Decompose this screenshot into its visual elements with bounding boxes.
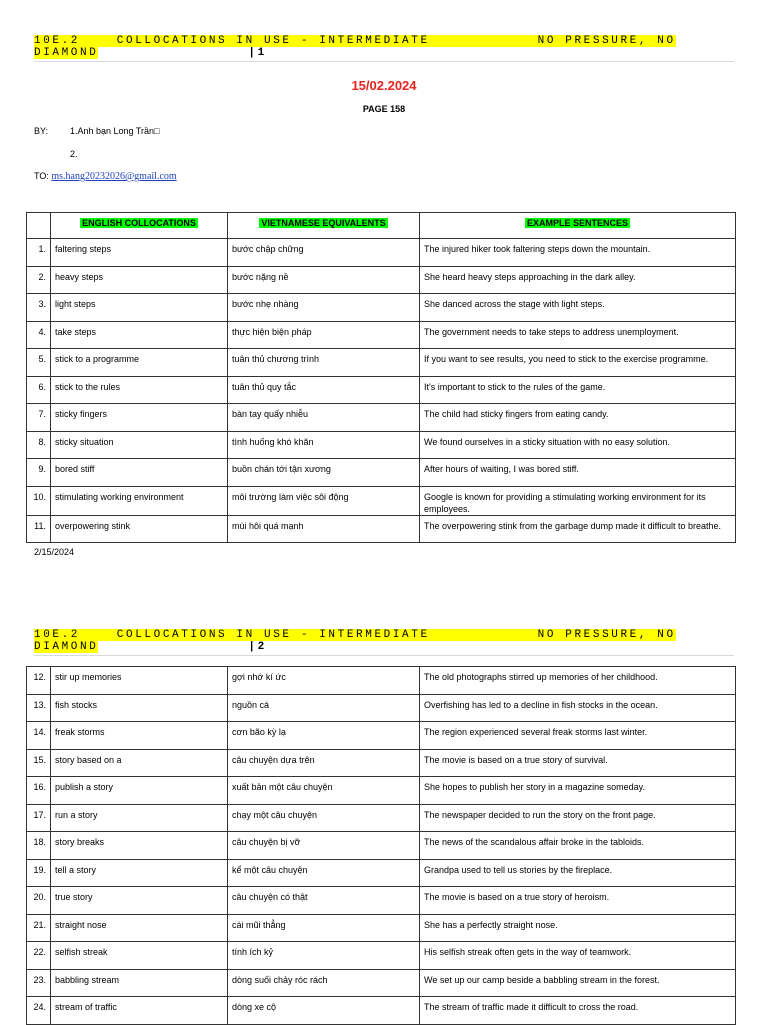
english-collocation: freak storms (51, 722, 228, 750)
table-row (27, 376, 736, 404)
page-label: PAGE 158 (362, 104, 406, 114)
header-motto-line2: DIAMOND (34, 47, 99, 59)
english-collocation: publish a story (51, 777, 228, 805)
english-collocation: story based on a (51, 749, 228, 777)
table-row (27, 722, 736, 750)
collocations-table-page2 (26, 666, 736, 1025)
row-number: 17. (27, 804, 51, 832)
vietnamese-equivalent: bàn tay quấy nhiễu (228, 404, 420, 432)
email-link[interactable]: ms.hang20232026@gmail.com (51, 171, 177, 182)
vietnamese-equivalent: thực hiện biện pháp (228, 321, 420, 349)
vietnamese-equivalent: bước nhẹ nhàng (228, 294, 420, 322)
row-number: 6. (27, 376, 51, 404)
header-vietnamese: VIETNAMESE EQUIVALENTS (228, 213, 420, 239)
english-collocation: faltering steps (51, 239, 228, 267)
vietnamese-equivalent: cơn bão kỳ lạ (228, 722, 420, 750)
english-collocation: stream of traffic (51, 997, 228, 1025)
by-label: BY: (34, 126, 49, 136)
row-number: 18. (27, 832, 51, 860)
vietnamese-equivalent: dòng xe cộ (228, 997, 420, 1025)
row-number: 23. (27, 969, 51, 997)
footer-date: 2/15/2024 (34, 547, 75, 557)
row-number: 15. (27, 749, 51, 777)
english-collocation: light steps (51, 294, 228, 322)
author-2: 2. (70, 149, 78, 159)
example-sentence: His selfish streak often gets in the way of teamwork. (420, 942, 736, 970)
table-row (27, 404, 736, 432)
vietnamese-equivalent: câu chuyện có thật (228, 887, 420, 915)
row-number: 12. (27, 667, 51, 695)
english-collocation: fish stocks (51, 694, 228, 722)
row-number: 20. (27, 887, 51, 915)
header-divider (34, 655, 734, 656)
english-collocation: true story (51, 887, 228, 915)
header-examples: EXAMPLE SENTENCES (420, 213, 736, 239)
vietnamese-equivalent: câu chuyện bị vỡ (228, 832, 420, 860)
example-sentence: We found ourselves in a sticky situation with no easy solution. (420, 431, 736, 459)
example-sentence: She heard heavy steps approaching in the dark alley. (420, 266, 736, 294)
vietnamese-equivalent: dòng suối chảy róc rách (228, 969, 420, 997)
header-title: 10E.2 COLLOCATIONS IN USE - INTERMEDIATE (34, 629, 430, 641)
english-collocation: bored stiff (51, 459, 228, 487)
header-number-cell (27, 213, 51, 239)
table-row (27, 887, 736, 915)
table-row (27, 914, 736, 942)
row-number: 10. (27, 486, 51, 515)
vietnamese-equivalent: môi trường làm việc sôi động (228, 486, 420, 515)
header-divider (34, 61, 734, 62)
row-number: 21. (27, 914, 51, 942)
example-sentence: We set up our camp beside a babbling stream in the forest. (420, 969, 736, 997)
table-row (27, 515, 736, 543)
english-collocation: sticky situation (51, 431, 228, 459)
document-date-title: 15/02.2024 (351, 78, 417, 93)
vietnamese-equivalent: gợi nhớ kí ức (228, 667, 420, 695)
table-row (27, 997, 736, 1025)
row-number: 7. (27, 404, 51, 432)
example-sentence: Overfishing has led to a decline in fish stocks in the ocean. (420, 694, 736, 722)
row-number: 9. (27, 459, 51, 487)
to-label: TO: (34, 171, 49, 181)
english-collocation: run a story (51, 804, 228, 832)
example-sentence: She danced across the stage with light steps. (420, 294, 736, 322)
table-row (27, 667, 736, 695)
english-collocation: stick to a programme (51, 349, 228, 377)
table-row (27, 459, 736, 487)
header-english: ENGLISH COLLOCATIONS (51, 213, 228, 239)
row-number: 24. (27, 997, 51, 1025)
table-row (27, 859, 736, 887)
table-row (27, 804, 736, 832)
vietnamese-equivalent: chạy một câu chuyện (228, 804, 420, 832)
vietnamese-equivalent: mùi hôi quá mạnh (228, 515, 420, 543)
english-collocation: tell a story (51, 859, 228, 887)
vietnamese-equivalent: nguồn cá (228, 694, 420, 722)
english-collocation: straight nose (51, 914, 228, 942)
table-row (27, 294, 736, 322)
row-number: 16. (27, 777, 51, 805)
example-sentence: She has a perfectly straight nose. (420, 914, 736, 942)
table-row (27, 969, 736, 997)
row-number: 1. (27, 239, 51, 267)
row-number: 11. (27, 515, 51, 543)
page-header-1 (34, 35, 734, 59)
vietnamese-equivalent: tình huống khó khăn (228, 431, 420, 459)
example-sentence: The child had sticky fingers from eating candy. (420, 404, 736, 432)
table-row (27, 694, 736, 722)
english-collocation: story breaks (51, 832, 228, 860)
header-motto-line2: DIAMOND (34, 641, 99, 653)
row-number: 4. (27, 321, 51, 349)
vietnamese-equivalent: tuân thủ quy tắc (228, 376, 420, 404)
example-sentence: After hours of waiting, I was bored stiff. (420, 459, 736, 487)
vietnamese-equivalent: bước chập chững (228, 239, 420, 267)
table-row (27, 349, 736, 377)
table-row (27, 321, 736, 349)
example-sentence: The old photographs stirred up memories of her childhood. (420, 667, 736, 695)
english-collocation: sticky fingers (51, 404, 228, 432)
row-number: 2. (27, 266, 51, 294)
example-sentence: If you want to see results, you need to stick to the exercise programme. (420, 349, 736, 377)
row-number: 8. (27, 431, 51, 459)
example-sentence: The newspaper decided to run the story on the front page. (420, 804, 736, 832)
page-header-2 (34, 629, 734, 653)
example-sentence: The region experienced several freak storms last winter. (420, 722, 736, 750)
row-number: 3. (27, 294, 51, 322)
table-row (27, 239, 736, 267)
example-sentence: The injured hiker took faltering steps down the mountain. (420, 239, 736, 267)
table-row (27, 486, 736, 515)
collocations-table-page1 (26, 212, 736, 543)
table-row (27, 942, 736, 970)
table-row (27, 749, 736, 777)
english-collocation: heavy steps (51, 266, 228, 294)
example-sentence: The movie is based on a true story of heroism. (420, 887, 736, 915)
row-number: 5. (27, 349, 51, 377)
vietnamese-equivalent: buồn chán tới tận xương (228, 459, 420, 487)
example-sentence: The news of the scandalous affair broke in the tabloids. (420, 832, 736, 860)
header-motto: NO PRESSURE, NO (537, 35, 676, 47)
table-header-row (27, 213, 736, 239)
header-title: 10E.2 COLLOCATIONS IN USE - INTERMEDIATE (34, 35, 430, 47)
example-sentence: The movie is based on a true story of survival. (420, 749, 736, 777)
vietnamese-equivalent: tính ích kỷ (228, 942, 420, 970)
english-collocation: take steps (51, 321, 228, 349)
table-row (27, 431, 736, 459)
example-sentence: Grandpa used to tell us stories by the fireplace. (420, 859, 736, 887)
vietnamese-equivalent: cái mũi thẳng (228, 914, 420, 942)
author-1: 1.Anh bạn Long Trần□ (70, 126, 160, 136)
row-number: 22. (27, 942, 51, 970)
example-sentence: The government needs to take steps to address unemployment. (420, 321, 736, 349)
english-collocation: babbling stream (51, 969, 228, 997)
english-collocation: stir up memories (51, 667, 228, 695)
example-sentence: The stream of traffic made it difficult to cross the road. (420, 997, 736, 1025)
row-number: 14. (27, 722, 51, 750)
vietnamese-equivalent: bước nặng nề (228, 266, 420, 294)
english-collocation: stimulating working environment (51, 486, 228, 515)
header-page-number: |1 (248, 47, 267, 59)
table-row (27, 777, 736, 805)
english-collocation: stick to the rules (51, 376, 228, 404)
table-row (27, 832, 736, 860)
header-page-number: |2 (248, 641, 267, 653)
row-number: 19. (27, 859, 51, 887)
to-line (34, 171, 177, 182)
example-sentence: It's important to stick to the rules of the game. (420, 376, 736, 404)
table-row (27, 266, 736, 294)
english-collocation: selfish streak (51, 942, 228, 970)
vietnamese-equivalent: tuân thủ chương trình (228, 349, 420, 377)
example-sentence: Google is known for providing a stimulating working environment for its employees. (420, 486, 736, 515)
english-collocation: overpowering stink (51, 515, 228, 543)
header-motto: NO PRESSURE, NO (537, 629, 676, 641)
example-sentence: She hopes to publish her story in a magazine someday. (420, 777, 736, 805)
row-number: 13. (27, 694, 51, 722)
example-sentence: The overpowering stink from the garbage dump made it difficult to breathe. (420, 515, 736, 543)
vietnamese-equivalent: câu chuyện dựa trên (228, 749, 420, 777)
vietnamese-equivalent: kể một câu chuyện (228, 859, 420, 887)
vietnamese-equivalent: xuất bản một câu chuyện (228, 777, 420, 805)
